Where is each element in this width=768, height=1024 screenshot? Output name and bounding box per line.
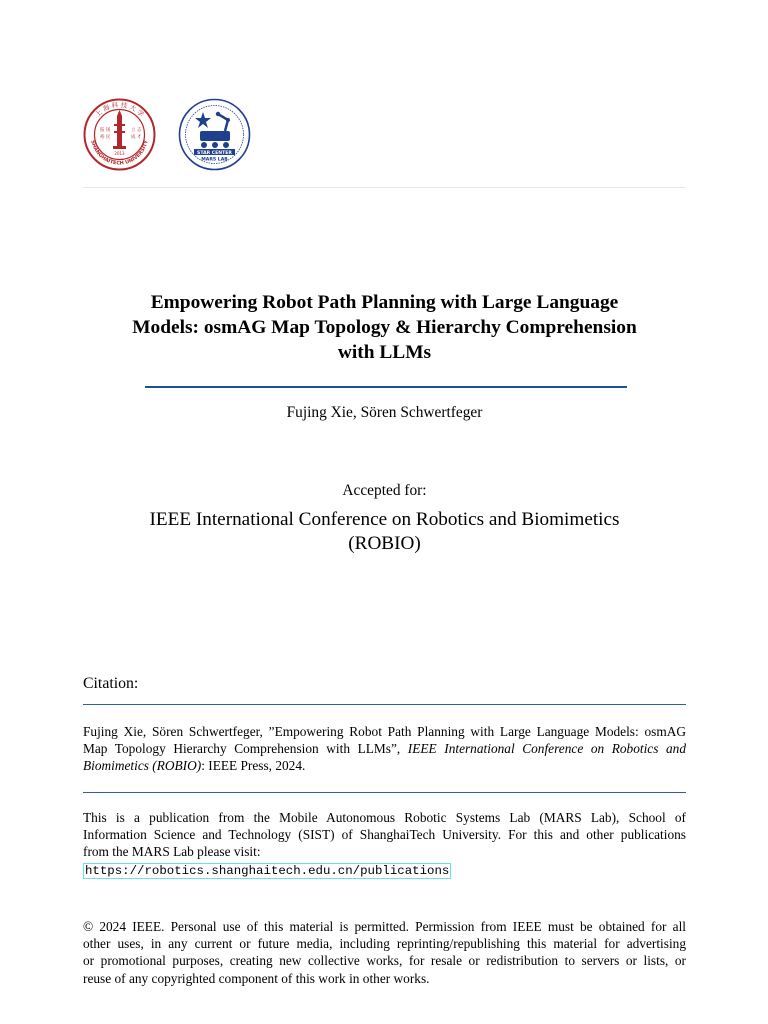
svg-text:SHANGHAITECH UNIVERSITY: SHANGHAITECH UNIVERSITY: [89, 139, 150, 167]
copyright-line: or promotional purposes, creating new collective works, for resale or redistribution to servers or lists, or: [83, 953, 686, 969]
copyright-line: © 2024 IEEE. Personal use of this material is permitted. Permission from IEEE must be obtained for all: [83, 919, 686, 934]
mars-lab-notice: [83, 809, 686, 879]
title-line: with LLMs: [337, 342, 432, 363]
svg-text:报 国: 报 国: [100, 128, 111, 133]
copyright-line: reuse of any copyrighted component of this work in other works.: [83, 970, 430, 986]
authors: Fujing Xie, Sören Schwertfeger: [286, 404, 483, 421]
svg-text:成 才: 成 才: [131, 135, 142, 140]
citation-publisher: : IEEE Press, 2024.: [201, 758, 306, 774]
publications-link[interactable]: https://robotics.shanghaitech.edu.cn/publications: [85, 863, 450, 878]
citation-line: [83, 740, 686, 757]
copyright-notice: [83, 918, 686, 987]
conference-line: IEEE International Conference on Robotics and Biomimetics: [149, 509, 620, 530]
svg-text:STAR CENTER: STAR CENTER: [197, 150, 232, 156]
svg-text:MARS LAB: MARS LAB: [201, 157, 228, 163]
copyright-line: other uses, in any current or future media, including reprinting/republishing this material for advertising: [83, 936, 686, 952]
notice-line: This is a publication from the Mobile Autonomous Robotic Systems Lab (MARS Lab), School of: [83, 810, 686, 825]
star-center-mars-lab-logo-icon: [178, 98, 251, 171]
paper-title: [83, 290, 686, 365]
shanghaitech-university-seal-icon: [83, 98, 156, 171]
conference-name: [83, 508, 686, 556]
conference-line: (ROBIO): [348, 533, 421, 554]
citation-line: Fujing Xie, Sören Schwertfeger, ”Empowering Robot Path Planning with Large Language Models: osmAG: [83, 724, 686, 739]
citation-line: [83, 757, 686, 774]
svg-text:2013: 2013: [114, 151, 125, 156]
citation-bottom-divider: [83, 792, 686, 793]
citation-title-end: Map Topology Hierarchy Comprehension with LLMs”,: [83, 741, 408, 757]
citation-venue-end: Biomimetics (ROBIO): [83, 758, 202, 774]
citation-text: [83, 723, 686, 775]
title-line: Models: osmAG Map Topology & Hierarchy Comprehension: [132, 317, 637, 338]
accepted-label: Accepted for:: [342, 482, 427, 499]
citation-heading: Citation:: [83, 675, 139, 692]
svg-text:裕 民: 裕 民: [100, 135, 111, 140]
notice-line: Information Science and Technology (SIST) of ShanghaiTech University. For this and other publications: [83, 827, 686, 843]
svg-text:上 海 科 技 大 学: 上 海 科 技 大 学: [93, 100, 146, 119]
svg-text:立 志: 立 志: [131, 128, 142, 133]
title-line: Empowering Robot Path Planning with Large Language: [150, 292, 619, 313]
citation-venue: IEEE International Conference on Robotics and: [407, 741, 687, 757]
logo-row: [83, 98, 251, 171]
notice-line: from the MARS Lab please visit:: [83, 844, 261, 860]
citation-top-divider: [83, 704, 686, 705]
header-divider: [83, 187, 686, 188]
title-divider: [145, 386, 627, 388]
